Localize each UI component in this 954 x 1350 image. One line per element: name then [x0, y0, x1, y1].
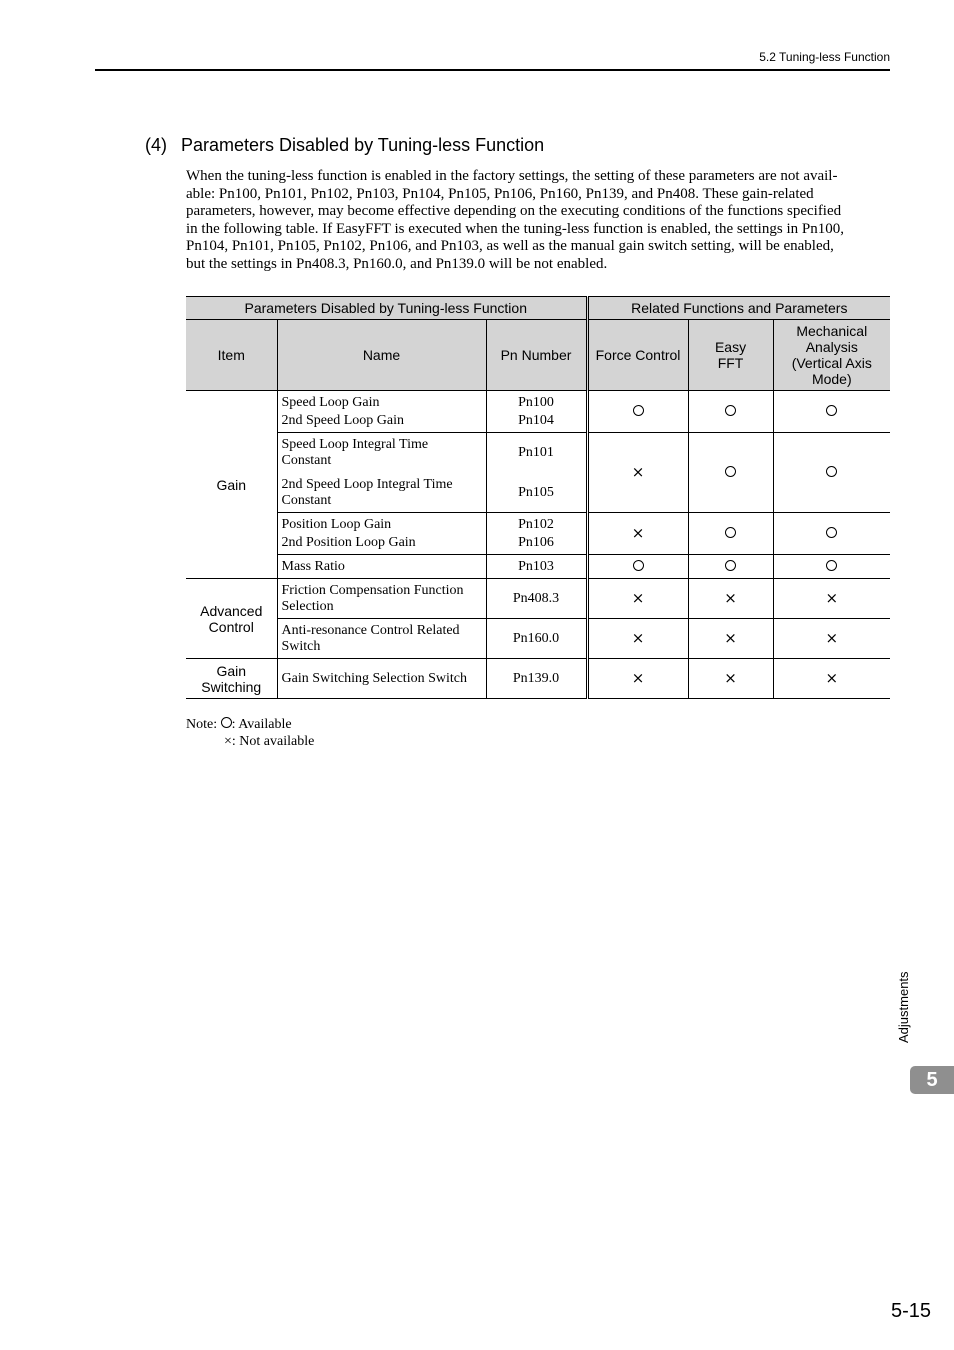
intro-paragraph	[186, 168, 890, 274]
pn-number: Pn105	[518, 484, 554, 500]
circle-icon	[826, 405, 837, 416]
section-heading	[145, 135, 544, 156]
available-mark	[773, 555, 890, 579]
item-cell-advanced-control	[186, 579, 277, 659]
chapter-side-label: Adjustments	[896, 971, 911, 1043]
col-header-mechanical-analysis	[773, 320, 890, 391]
circle-icon	[221, 717, 232, 728]
param-name: 2nd Speed Loop Integral Time Constant	[281, 476, 453, 508]
cross-icon: ×	[631, 629, 645, 647]
pn-number: Pn102	[518, 516, 554, 532]
not-available-mark	[773, 659, 890, 699]
col-header-line: Mechanical	[796, 323, 868, 339]
cross-icon: ×	[825, 589, 839, 607]
pn-cell: Pn160.0	[486, 619, 587, 659]
cross-icon: ×	[631, 524, 645, 542]
chapter-tab: 5	[910, 1066, 954, 1094]
intro-line: Pn104, Pn101, Pn105, Pn102, Pn106, and Pn103, as well as the manual gain switch setting, will be enabled,	[186, 238, 834, 255]
name-cell	[277, 433, 486, 513]
not-available-mark	[587, 579, 688, 619]
pn-number: Pn101	[518, 444, 554, 460]
available-mark	[587, 391, 688, 433]
intro-line: When the tuning-less function is enabled in the factory settings, the setting of these parameters are not avail-	[186, 168, 838, 184]
name-cell: Mass Ratio	[277, 555, 486, 579]
pn-number: Pn100	[518, 394, 554, 410]
group-header-disabled: Parameters Disabled by Tuning-less Function	[186, 297, 587, 320]
circle-icon	[826, 560, 837, 571]
pn-cell	[486, 513, 587, 555]
table-column-header-row	[186, 320, 890, 391]
table-row	[186, 513, 890, 555]
name-cell	[277, 391, 486, 433]
intro-line: parameters, however, may become effective depending on the executing conditions of the functions specified	[186, 203, 842, 220]
available-mark	[688, 513, 773, 555]
available-mark	[688, 433, 773, 513]
cross-icon: ×	[631, 463, 645, 481]
header-rule	[95, 69, 890, 71]
not-available-mark	[688, 619, 773, 659]
item-cell-gain-switching	[186, 659, 277, 699]
col-header-line: Analysis	[805, 339, 858, 355]
available-mark	[773, 433, 890, 513]
note-available-row	[186, 716, 314, 733]
cross-icon: ×	[224, 734, 232, 749]
cross-icon: ×	[724, 629, 737, 647]
param-name: Friction Compensation Function Selection	[281, 582, 464, 614]
available-mark	[688, 391, 773, 433]
not-available-mark	[587, 433, 688, 513]
available-mark	[688, 555, 773, 579]
pn-number: Pn104	[518, 412, 554, 428]
cross-icon: ×	[724, 669, 737, 687]
note-not-available-text: : Not available	[231, 734, 315, 749]
not-available-mark	[688, 659, 773, 699]
pn-cell	[486, 433, 587, 513]
name-cell	[277, 579, 486, 619]
parameters-table	[186, 296, 890, 699]
pn-cell: Pn103	[486, 555, 587, 579]
col-header-line: (Vertical Axis	[791, 355, 872, 371]
param-name: Speed Loop Gain	[281, 394, 380, 410]
col-header-name: Name	[277, 320, 486, 391]
cross-icon: ×	[825, 669, 839, 687]
table-row	[186, 659, 890, 699]
item-cell-gain: Gain	[186, 391, 277, 579]
circle-icon	[633, 560, 644, 571]
available-mark	[773, 513, 890, 555]
note-prefix: Note:	[186, 717, 221, 732]
circle-icon	[826, 527, 837, 538]
name-cell	[277, 619, 486, 659]
not-available-mark	[688, 579, 773, 619]
circle-icon	[725, 560, 736, 571]
item-line: Control	[208, 618, 254, 635]
param-name: 2nd Position Loop Gain	[281, 534, 416, 550]
col-header-force-control: Force Control	[587, 320, 688, 391]
col-header-pn-number: Pn Number	[486, 320, 587, 391]
col-header-item: Item	[186, 320, 277, 391]
name-cell	[277, 513, 486, 555]
col-header-line: Mode)	[811, 371, 852, 387]
cross-icon: ×	[724, 589, 737, 607]
circle-icon	[725, 466, 736, 477]
available-mark	[587, 555, 688, 579]
page-number: 5-15	[890, 1300, 931, 1322]
group-header-related: Related Functions and Parameters	[587, 297, 890, 320]
pn-cell: Pn139.0	[486, 659, 587, 699]
param-name: 2nd Speed Loop Gain	[281, 412, 404, 428]
table-row	[186, 433, 890, 513]
intro-line: able: Pn100, Pn101, Pn102, Pn103, Pn104, Pn105, Pn106, Pn160, Pn139, and Pn408. These gain-related	[186, 185, 814, 202]
col-header-easy-fft	[688, 320, 773, 391]
circle-icon	[725, 405, 736, 416]
col-header-line: FFT	[717, 355, 744, 371]
not-available-mark	[587, 659, 688, 699]
circle-icon	[725, 527, 736, 538]
section-title: Parameters Disabled by Tuning-less Function	[181, 135, 545, 155]
table-note	[186, 716, 314, 750]
available-mark	[773, 391, 890, 433]
col-header-line: Easy	[714, 339, 747, 355]
cross-icon: ×	[631, 589, 645, 607]
not-available-mark	[587, 619, 688, 659]
table-row	[186, 391, 890, 433]
table-row	[186, 555, 890, 579]
table-row	[186, 579, 890, 619]
item-line: Switching	[201, 678, 262, 695]
not-available-mark	[773, 579, 890, 619]
name-cell: Gain Switching Selection Switch	[277, 659, 486, 699]
intro-line: but the settings in Pn408.3, Pn160.0, and Pn139.0 will be not enabled.	[186, 255, 608, 272]
cross-icon: ×	[825, 629, 839, 647]
section-number: (4)	[145, 135, 167, 155]
table-group-header-row	[186, 297, 890, 320]
pn-cell	[486, 391, 587, 433]
note-available-text: : Available	[231, 717, 292, 732]
table-row	[186, 619, 890, 659]
item-line: Advanced	[200, 602, 263, 619]
not-available-mark	[587, 513, 688, 555]
cross-icon: ×	[631, 669, 645, 687]
pn-cell: Pn408.3	[486, 579, 587, 619]
not-available-mark	[773, 619, 890, 659]
circle-icon	[826, 466, 837, 477]
param-name: Speed Loop Integral Time Constant	[281, 436, 429, 468]
note-not-available-row	[186, 733, 314, 750]
running-title: 5.2 Tuning-less Function	[759, 50, 890, 64]
item-line: Gain	[216, 662, 247, 679]
param-name: Position Loop Gain	[281, 516, 392, 532]
intro-line: in the following table. If EasyFFT is executed when the tuning-less function is enabled, the settings in Pn100,	[186, 220, 844, 237]
pn-number: Pn106	[518, 534, 554, 550]
param-name: Anti-resonance Control Related Switch	[281, 622, 460, 654]
circle-icon	[633, 405, 644, 416]
